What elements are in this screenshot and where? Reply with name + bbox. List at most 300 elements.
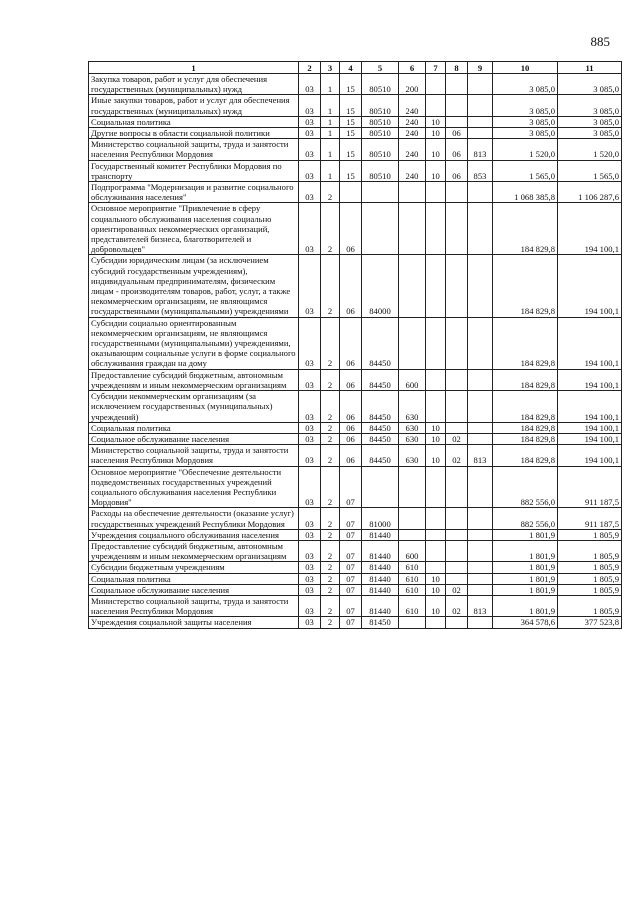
table-row <box>89 595 622 616</box>
code-col-7: 10 <box>426 445 446 466</box>
amount-col-10: 184 829,8 <box>493 203 558 255</box>
code-col-5 <box>362 466 399 508</box>
amount-col-10: 3 085,0 <box>493 116 558 127</box>
code-col-7: 10 <box>426 573 446 584</box>
code-col-3: 2 <box>321 433 340 444</box>
amount-col-11: 911 187,5 <box>558 508 622 529</box>
table-row <box>89 540 622 561</box>
code-col-2: 03 <box>299 182 321 203</box>
code-col-4: 15 <box>340 116 362 127</box>
table-body <box>89 74 622 629</box>
code-col-9 <box>468 433 493 444</box>
code-col-4: 06 <box>340 369 362 390</box>
table-row <box>89 573 622 584</box>
amount-col-11: 911 187,5 <box>558 466 622 508</box>
code-col-9 <box>468 529 493 540</box>
table-row <box>89 317 622 369</box>
code-col-9 <box>468 562 493 573</box>
row-name: Субсидии некоммерческим организациям (за исключением государственных (муниципальных) учреждений) <box>89 391 299 423</box>
code-col-3: 2 <box>321 617 340 628</box>
code-col-6: 200 <box>399 74 426 95</box>
code-col-7: 10 <box>426 139 446 160</box>
code-col-6: 600 <box>399 369 426 390</box>
table-row <box>89 203 622 255</box>
row-name: Субсидии социально ориентированным некоммерческим организациям, не являющимся государственными (муниципальными) учреждениями, оказывающим социальные услуги в форме социального обслуживания граждан на дому <box>89 317 299 369</box>
code-col-6: 630 <box>399 433 426 444</box>
code-col-5: 84000 <box>362 255 399 317</box>
code-col-2: 03 <box>299 255 321 317</box>
code-col-4: 15 <box>340 95 362 116</box>
code-col-7 <box>426 540 446 561</box>
amount-col-11: 194 100,1 <box>558 391 622 423</box>
amount-col-11: 3 085,0 <box>558 74 622 95</box>
amount-col-11: 194 100,1 <box>558 422 622 433</box>
code-col-7 <box>426 203 446 255</box>
amount-col-10: 1 801,9 <box>493 584 558 595</box>
code-col-2: 03 <box>299 391 321 423</box>
code-col-5: 84450 <box>362 391 399 423</box>
code-col-9 <box>468 128 493 139</box>
amount-col-11: 3 085,0 <box>558 95 622 116</box>
code-col-5: 81440 <box>362 540 399 561</box>
code-col-4: 06 <box>340 422 362 433</box>
code-col-4: 06 <box>340 255 362 317</box>
code-col-4 <box>340 182 362 203</box>
row-name: Министерство социальной защиты, труда и занятости населения Республики Мордовия <box>89 595 299 616</box>
code-col-2: 03 <box>299 433 321 444</box>
code-col-9 <box>468 584 493 595</box>
code-col-8 <box>446 74 468 95</box>
code-col-5: 84450 <box>362 445 399 466</box>
page-number: 885 <box>590 34 610 49</box>
code-col-6: 630 <box>399 422 426 433</box>
table-row <box>89 95 622 116</box>
amount-col-10: 364 578,6 <box>493 617 558 628</box>
row-name: Министерство социальной защиты, труда и занятости населения Республики Мордовия <box>89 445 299 466</box>
code-col-8 <box>446 562 468 573</box>
row-name: Государственный комитет Республики Мордовия по транспорту <box>89 160 299 181</box>
code-col-7 <box>426 466 446 508</box>
code-col-6: 240 <box>399 95 426 116</box>
table-row <box>89 74 622 95</box>
row-name: Социальная политика <box>89 422 299 433</box>
code-col-5: 84450 <box>362 369 399 390</box>
code-col-9 <box>468 369 493 390</box>
amount-col-10: 882 556,0 <box>493 508 558 529</box>
code-col-9: 813 <box>468 595 493 616</box>
code-col-6 <box>399 203 426 255</box>
code-col-4: 07 <box>340 573 362 584</box>
column-header: 11 <box>558 62 622 74</box>
code-col-5: 80510 <box>362 95 399 116</box>
amount-col-10: 3 085,0 <box>493 95 558 116</box>
code-col-9 <box>468 508 493 529</box>
code-col-8: 06 <box>446 139 468 160</box>
code-col-9 <box>468 116 493 127</box>
code-col-7 <box>426 74 446 95</box>
code-col-3: 2 <box>321 508 340 529</box>
amount-col-11: 1 106 287,6 <box>558 182 622 203</box>
code-col-9: 813 <box>468 445 493 466</box>
amount-col-11: 377 523,8 <box>558 617 622 628</box>
code-col-5: 84450 <box>362 317 399 369</box>
amount-col-10: 1 801,9 <box>493 573 558 584</box>
code-col-5: 80510 <box>362 116 399 127</box>
table-row <box>89 391 622 423</box>
code-col-6: 610 <box>399 584 426 595</box>
code-col-9 <box>468 74 493 95</box>
row-name: Социальная политика <box>89 116 299 127</box>
code-col-7 <box>426 182 446 203</box>
code-col-5: 81440 <box>362 584 399 595</box>
code-col-9 <box>468 203 493 255</box>
code-col-3: 1 <box>321 95 340 116</box>
amount-col-10: 1 801,9 <box>493 540 558 561</box>
code-col-9 <box>468 391 493 423</box>
code-col-3: 2 <box>321 529 340 540</box>
code-col-3: 1 <box>321 116 340 127</box>
code-col-8 <box>446 317 468 369</box>
table-row <box>89 433 622 444</box>
code-col-6 <box>399 255 426 317</box>
code-col-2: 03 <box>299 466 321 508</box>
code-col-3: 1 <box>321 74 340 95</box>
amount-col-10: 184 829,8 <box>493 391 558 423</box>
code-col-7: 10 <box>426 116 446 127</box>
code-col-5: 81440 <box>362 562 399 573</box>
column-header: 8 <box>446 62 468 74</box>
table-header-row <box>89 62 622 74</box>
code-col-6 <box>399 529 426 540</box>
table-row <box>89 116 622 127</box>
amount-col-11: 194 100,1 <box>558 369 622 390</box>
amount-col-10: 882 556,0 <box>493 466 558 508</box>
code-col-4: 15 <box>340 74 362 95</box>
code-col-8 <box>446 529 468 540</box>
code-col-8: 06 <box>446 128 468 139</box>
code-col-5: 80510 <box>362 139 399 160</box>
code-col-6: 630 <box>399 391 426 423</box>
column-header: 10 <box>493 62 558 74</box>
code-col-4: 07 <box>340 562 362 573</box>
code-col-2: 03 <box>299 203 321 255</box>
table-row <box>89 562 622 573</box>
column-header: 9 <box>468 62 493 74</box>
code-col-8 <box>446 617 468 628</box>
code-col-7: 10 <box>426 128 446 139</box>
code-col-8 <box>446 466 468 508</box>
code-col-6: 240 <box>399 116 426 127</box>
code-col-8: 02 <box>446 433 468 444</box>
code-col-9 <box>468 255 493 317</box>
code-col-7 <box>426 95 446 116</box>
code-col-7 <box>426 529 446 540</box>
code-col-7: 10 <box>426 584 446 595</box>
column-header: 3 <box>321 62 340 74</box>
code-col-2: 03 <box>299 139 321 160</box>
amount-col-11: 1 805,9 <box>558 562 622 573</box>
column-header: 2 <box>299 62 321 74</box>
code-col-8 <box>446 508 468 529</box>
code-col-6: 240 <box>399 160 426 181</box>
code-col-4: 07 <box>340 584 362 595</box>
code-col-3: 1 <box>321 128 340 139</box>
code-col-2: 03 <box>299 116 321 127</box>
amount-col-10: 1 801,9 <box>493 595 558 616</box>
table-row <box>89 508 622 529</box>
code-col-3: 2 <box>321 595 340 616</box>
amount-col-11: 194 100,1 <box>558 203 622 255</box>
code-col-2: 03 <box>299 422 321 433</box>
code-col-9 <box>468 573 493 584</box>
table-row <box>89 128 622 139</box>
row-name: Субсидии юридическим лицам (за исключением субсидий государственным учреждениям), индивидуальным предпринимателям, физическим лицам - производителям товаров, работ, услуг, а также некоммерческим организациям, не являющимся государственными (муниципальными) учреждениями <box>89 255 299 317</box>
code-col-8: 02 <box>446 584 468 595</box>
amount-col-11: 1 805,9 <box>558 584 622 595</box>
code-col-5: 80510 <box>362 160 399 181</box>
code-col-8 <box>446 540 468 561</box>
amount-col-10: 1 068 385,8 <box>493 182 558 203</box>
code-col-2: 03 <box>299 595 321 616</box>
amount-col-11: 1 805,9 <box>558 573 622 584</box>
code-col-9 <box>468 182 493 203</box>
code-col-2: 03 <box>299 573 321 584</box>
amount-col-10: 3 085,0 <box>493 74 558 95</box>
code-col-7 <box>426 617 446 628</box>
table-row <box>89 445 622 466</box>
row-name: Министерство социальной защиты, труда и занятости населения Республики Мордовия <box>89 139 299 160</box>
table-row <box>89 139 622 160</box>
code-col-9: 853 <box>468 160 493 181</box>
amount-col-10: 184 829,8 <box>493 369 558 390</box>
code-col-6: 610 <box>399 562 426 573</box>
code-col-7 <box>426 562 446 573</box>
code-col-5 <box>362 203 399 255</box>
code-col-4: 15 <box>340 128 362 139</box>
code-col-3: 2 <box>321 203 340 255</box>
code-col-9 <box>468 422 493 433</box>
code-col-4: 07 <box>340 466 362 508</box>
row-name: Подпрограмма "Модернизация и развитие социального обслуживания населения" <box>89 182 299 203</box>
amount-col-10: 1 520,0 <box>493 139 558 160</box>
code-col-5: 80510 <box>362 128 399 139</box>
code-col-3: 2 <box>321 445 340 466</box>
row-name: Субсидии бюджетным учреждениям <box>89 562 299 573</box>
code-col-9 <box>468 540 493 561</box>
code-col-7: 10 <box>426 433 446 444</box>
code-col-5: 81000 <box>362 508 399 529</box>
table-row <box>89 182 622 203</box>
code-col-4: 06 <box>340 203 362 255</box>
amount-col-10: 3 085,0 <box>493 128 558 139</box>
code-col-6 <box>399 182 426 203</box>
column-header: 7 <box>426 62 446 74</box>
amount-col-10: 184 829,8 <box>493 255 558 317</box>
column-header: 4 <box>340 62 362 74</box>
row-name: Учреждения социальной защиты населения <box>89 617 299 628</box>
code-col-9 <box>468 95 493 116</box>
amount-col-11: 1 805,9 <box>558 595 622 616</box>
code-col-8 <box>446 573 468 584</box>
row-name: Учреждения социального обслуживания населения <box>89 529 299 540</box>
code-col-8 <box>446 422 468 433</box>
code-col-3: 2 <box>321 317 340 369</box>
table-row <box>89 529 622 540</box>
row-name: Иные закупки товаров, работ и услуг для обеспечения государственных (муниципальных) нужд <box>89 95 299 116</box>
table-row <box>89 617 622 628</box>
code-col-2: 03 <box>299 95 321 116</box>
code-col-5: 80510 <box>362 74 399 95</box>
code-col-5: 84450 <box>362 433 399 444</box>
code-col-6 <box>399 617 426 628</box>
amount-col-10: 1 801,9 <box>493 529 558 540</box>
row-name: Социальная политика <box>89 573 299 584</box>
code-col-3: 2 <box>321 182 340 203</box>
code-col-8 <box>446 391 468 423</box>
code-col-6: 610 <box>399 573 426 584</box>
row-name: Другие вопросы в области социальной политики <box>89 128 299 139</box>
amount-col-11: 1 520,0 <box>558 139 622 160</box>
code-col-2: 03 <box>299 508 321 529</box>
code-col-3: 2 <box>321 369 340 390</box>
table-row <box>89 160 622 181</box>
code-col-2: 03 <box>299 617 321 628</box>
code-col-6 <box>399 317 426 369</box>
code-col-4: 15 <box>340 139 362 160</box>
code-col-7: 10 <box>426 422 446 433</box>
code-col-4: 07 <box>340 508 362 529</box>
code-col-5: 81440 <box>362 529 399 540</box>
code-col-7 <box>426 391 446 423</box>
code-col-5 <box>362 182 399 203</box>
code-col-4: 06 <box>340 433 362 444</box>
code-col-2: 03 <box>299 128 321 139</box>
row-name: Основное мероприятие "Обеспечение деятельности подведомственных государственных учреждений социального обслуживания населения Республики Мордовия" <box>89 466 299 508</box>
amount-col-11: 3 085,0 <box>558 116 622 127</box>
amount-col-11: 194 100,1 <box>558 445 622 466</box>
code-col-2: 03 <box>299 160 321 181</box>
code-col-3: 2 <box>321 391 340 423</box>
row-name: Расходы на обеспечение деятельности (оказание услуг) государственных учреждений Республики Мордовия <box>89 508 299 529</box>
amount-col-10: 184 829,8 <box>493 433 558 444</box>
code-col-7: 10 <box>426 160 446 181</box>
code-col-7 <box>426 255 446 317</box>
code-col-2: 03 <box>299 445 321 466</box>
code-col-8: 02 <box>446 595 468 616</box>
code-col-9 <box>468 466 493 508</box>
amount-col-10: 1 565,0 <box>493 160 558 181</box>
row-name: Социальное обслуживание населения <box>89 433 299 444</box>
code-col-7 <box>426 317 446 369</box>
code-col-6: 600 <box>399 540 426 561</box>
code-col-8: 02 <box>446 445 468 466</box>
amount-col-11: 3 085,0 <box>558 128 622 139</box>
code-col-3: 2 <box>321 466 340 508</box>
code-col-8 <box>446 369 468 390</box>
code-col-6 <box>399 466 426 508</box>
table-row <box>89 369 622 390</box>
column-header: 6 <box>399 62 426 74</box>
code-col-8 <box>446 203 468 255</box>
code-col-3: 2 <box>321 255 340 317</box>
code-col-8 <box>446 95 468 116</box>
amount-col-10: 1 801,9 <box>493 562 558 573</box>
code-col-8 <box>446 182 468 203</box>
code-col-8 <box>446 255 468 317</box>
amount-col-11: 1 805,9 <box>558 529 622 540</box>
code-col-8: 06 <box>446 160 468 181</box>
code-col-3: 1 <box>321 139 340 160</box>
row-name: Основное мероприятие "Привлечение в сферу социального обслуживания населения социально ориентированных некоммерческих организаций, представителей бизнеса, благотворителей и добровольцев" <box>89 203 299 255</box>
amount-col-11: 1 805,9 <box>558 540 622 561</box>
code-col-4: 15 <box>340 160 362 181</box>
code-col-2: 03 <box>299 369 321 390</box>
code-col-8 <box>446 116 468 127</box>
code-col-7 <box>426 369 446 390</box>
code-col-4: 07 <box>340 540 362 561</box>
code-col-2: 03 <box>299 540 321 561</box>
code-col-2: 03 <box>299 74 321 95</box>
column-header: 1 <box>89 62 299 74</box>
row-name: Социальное обслуживание населения <box>89 584 299 595</box>
amount-col-10: 184 829,8 <box>493 445 558 466</box>
code-col-6 <box>399 508 426 529</box>
budget-table <box>88 61 622 629</box>
row-name: Предоставление субсидий бюджетным, автономным учреждениям и иным некоммерческим организациям <box>89 540 299 561</box>
code-col-9: 813 <box>468 139 493 160</box>
code-col-2: 03 <box>299 562 321 573</box>
amount-col-11: 194 100,1 <box>558 317 622 369</box>
code-col-4: 07 <box>340 595 362 616</box>
row-name: Предоставление субсидий бюджетным, автономным учреждениям и иным некоммерческим организациям <box>89 369 299 390</box>
table-row <box>89 584 622 595</box>
code-col-7: 10 <box>426 595 446 616</box>
code-col-4: 07 <box>340 617 362 628</box>
code-col-3: 1 <box>321 160 340 181</box>
amount-col-10: 184 829,8 <box>493 317 558 369</box>
code-col-3: 2 <box>321 573 340 584</box>
row-name: Закупка товаров, работ и услуг для обеспечения государственных (муниципальных) нужд <box>89 74 299 95</box>
table-row <box>89 466 622 508</box>
code-col-3: 2 <box>321 584 340 595</box>
code-col-4: 07 <box>340 529 362 540</box>
code-col-3: 2 <box>321 540 340 561</box>
code-col-2: 03 <box>299 584 321 595</box>
code-col-6: 610 <box>399 595 426 616</box>
amount-col-11: 194 100,1 <box>558 433 622 444</box>
code-col-4: 06 <box>340 391 362 423</box>
table-row <box>89 255 622 317</box>
amount-col-11: 194 100,1 <box>558 255 622 317</box>
table-row <box>89 422 622 433</box>
code-col-5: 81440 <box>362 595 399 616</box>
code-col-7 <box>426 508 446 529</box>
code-col-4: 06 <box>340 445 362 466</box>
code-col-2: 03 <box>299 317 321 369</box>
column-header: 5 <box>362 62 399 74</box>
code-col-5: 81440 <box>362 573 399 584</box>
code-col-5: 84450 <box>362 422 399 433</box>
amount-col-10: 184 829,8 <box>493 422 558 433</box>
code-col-5: 81450 <box>362 617 399 628</box>
code-col-9 <box>468 617 493 628</box>
code-col-6: 630 <box>399 445 426 466</box>
code-col-9 <box>468 317 493 369</box>
code-col-3: 2 <box>321 562 340 573</box>
code-col-3: 2 <box>321 422 340 433</box>
code-col-4: 06 <box>340 317 362 369</box>
code-col-2: 03 <box>299 529 321 540</box>
